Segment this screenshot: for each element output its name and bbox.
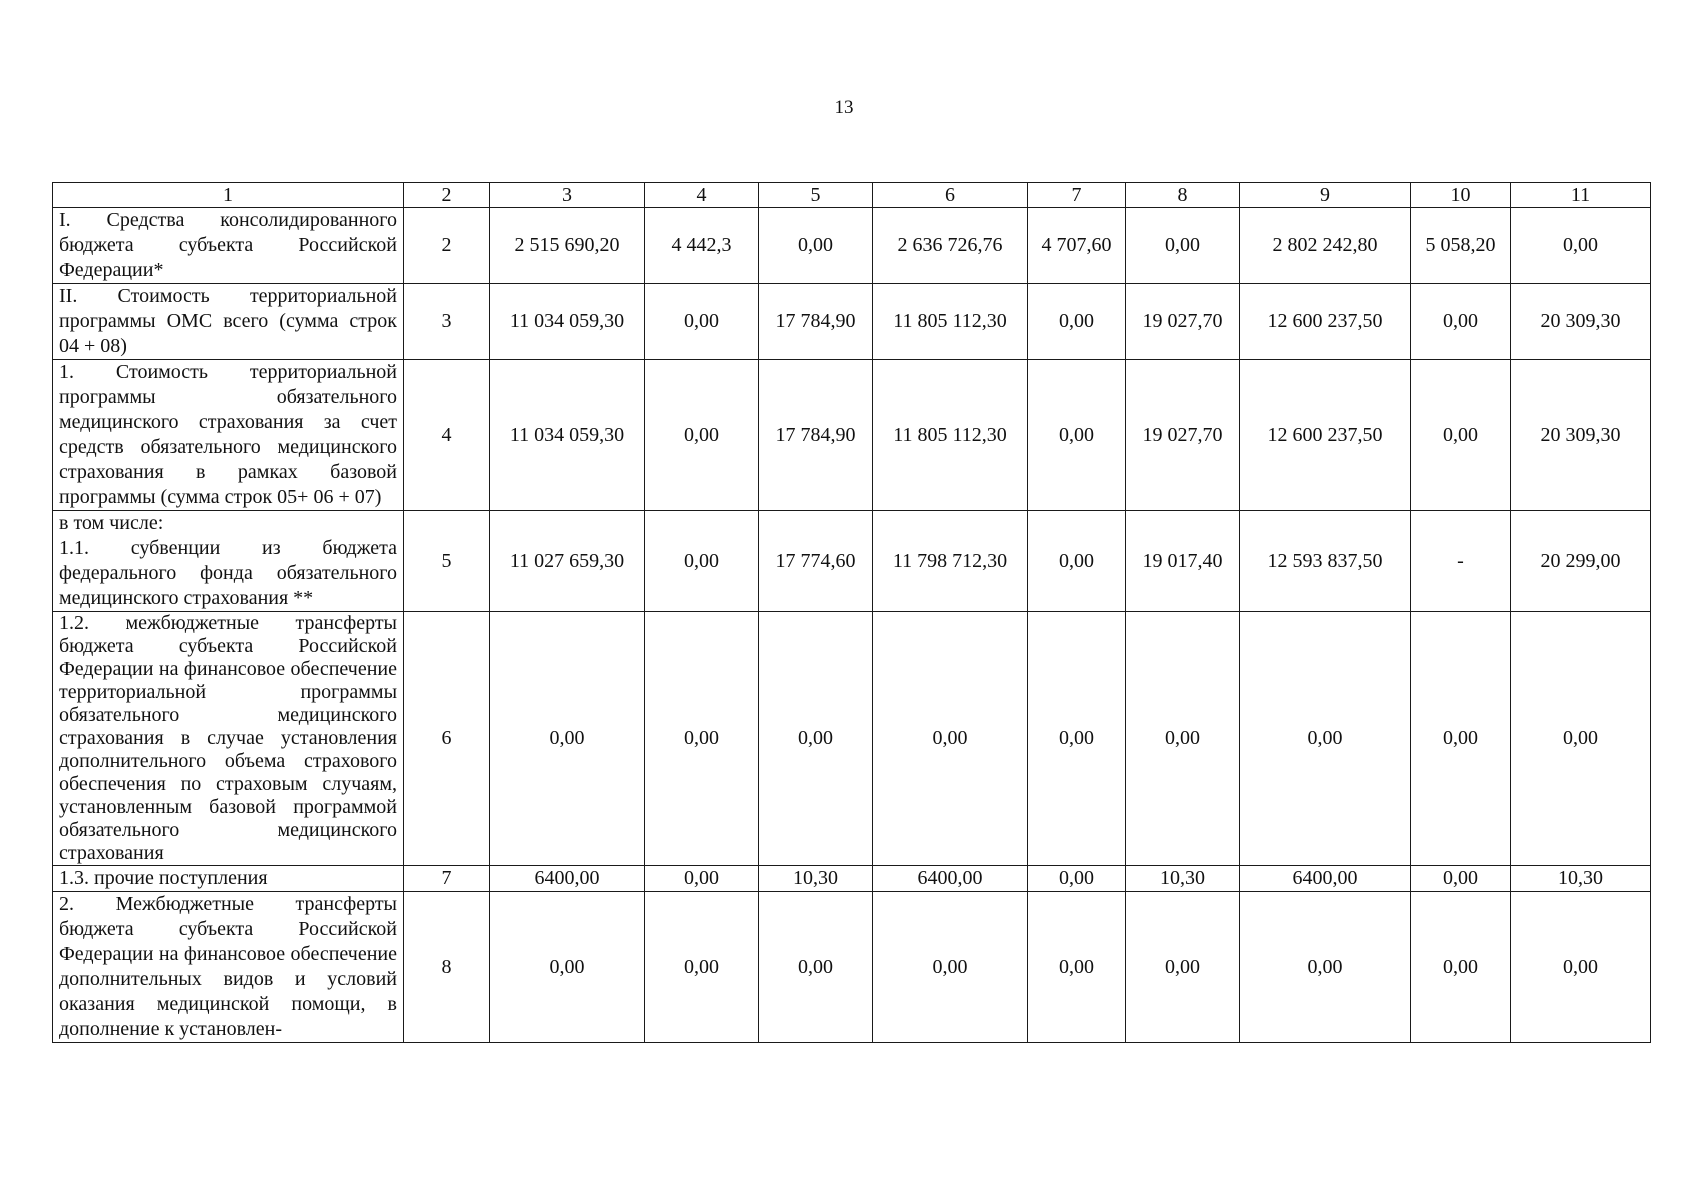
value-cell: 12 600 237,50 [1240, 284, 1411, 360]
column-number-row [53, 183, 1651, 208]
value-cell: 0,00 [490, 612, 645, 866]
value-cell: 4 442,3 [645, 208, 759, 284]
column-number: 3 [490, 183, 645, 208]
value-cell: 5 058,20 [1411, 208, 1511, 284]
value-cell: 17 784,90 [759, 360, 873, 511]
column-number: 8 [1126, 183, 1240, 208]
value-cell: 0,00 [1126, 892, 1240, 1043]
column-number: 10 [1411, 183, 1511, 208]
value-cell: 0,00 [645, 892, 759, 1043]
value-cell: 11 034 059,30 [490, 284, 645, 360]
page-number: 13 [834, 97, 854, 118]
line-number: 8 [404, 892, 490, 1043]
value-cell: 17 774,60 [759, 511, 873, 612]
column-number: 4 [645, 183, 759, 208]
value-cell: 6400,00 [490, 866, 645, 892]
value-cell: 0,00 [1511, 612, 1651, 866]
value-cell: 0,00 [759, 892, 873, 1043]
row-label: 1.3. прочие поступления [53, 866, 404, 892]
line-number: 4 [404, 360, 490, 511]
row-label: II. Стоимость территориальной программы ОМС всего (сумма строк 04 + 08) [53, 284, 404, 360]
row-label: 1.2. межбюджетные трансферты бюджета субъекта Российской Федерации на финансовое обеспечение территориальной программы обязательного медицинского страхования в случае установления дополнительного объема страхового обеспечения по страховым случаям, установленным базовой программой обязательного медицинского страхования [53, 612, 404, 866]
table-row [53, 208, 1651, 284]
column-number: 5 [759, 183, 873, 208]
value-cell: 0,00 [490, 892, 645, 1043]
value-cell: 2 515 690,20 [490, 208, 645, 284]
value-cell: 17 784,90 [759, 284, 873, 360]
value-cell: 6400,00 [873, 866, 1028, 892]
column-number: 7 [1028, 183, 1126, 208]
value-cell: 20 299,00 [1511, 511, 1651, 612]
value-cell: 11 798 712,30 [873, 511, 1028, 612]
value-cell: 11 805 112,30 [873, 284, 1028, 360]
value-cell: 0,00 [1511, 892, 1651, 1043]
value-cell: 0,00 [759, 612, 873, 866]
value-cell: 0,00 [1126, 612, 1240, 866]
value-cell: 0,00 [1028, 360, 1126, 511]
value-cell: 0,00 [1028, 892, 1126, 1043]
value-cell: 19 017,40 [1126, 511, 1240, 612]
value-cell: 0,00 [1028, 612, 1126, 866]
table-row [53, 612, 1651, 866]
row-label: I. Средства консолидированного бюджета субъекта Российской Федерации* [53, 208, 404, 284]
value-cell: 0,00 [1411, 284, 1511, 360]
value-cell: 11 027 659,30 [490, 511, 645, 612]
value-cell: 0,00 [1411, 360, 1511, 511]
value-cell: 10,30 [1126, 866, 1240, 892]
value-cell: 0,00 [1028, 866, 1126, 892]
value-cell: 12 600 237,50 [1240, 360, 1411, 511]
value-cell: 4 707,60 [1028, 208, 1126, 284]
table-row [53, 866, 1651, 892]
value-cell: 11 034 059,30 [490, 360, 645, 511]
value-cell: 0,00 [873, 612, 1028, 866]
value-cell: 0,00 [1126, 208, 1240, 284]
value-cell: 0,00 [645, 612, 759, 866]
column-number: 11 [1511, 183, 1651, 208]
value-cell: 6400,00 [1240, 866, 1411, 892]
table-row [53, 892, 1651, 1043]
row-label: 2. Межбюджетные трансферты бюджета субъекта Российской Федерации на финансовое обеспечение дополнительных видов и условий оказания медицинской помощи, в дополнение к установлен- [53, 892, 404, 1043]
value-cell: 0,00 [1240, 892, 1411, 1043]
value-cell: 20 309,30 [1511, 284, 1651, 360]
value-cell: 0,00 [1511, 208, 1651, 284]
column-number: 2 [404, 183, 490, 208]
row-label: 1. Стоимость территориальной программы обязательного медицинского страхования за счет средств обязательного медицинского страхования в рамках базовой программы (сумма строк 05+ 06 + 07) [53, 360, 404, 511]
value-cell: 2 636 726,76 [873, 208, 1028, 284]
value-cell: 0,00 [645, 866, 759, 892]
column-number: 9 [1240, 183, 1411, 208]
row-label-cell [53, 511, 404, 612]
row-label: 1.1. субвенции из бюджета федерального фонда обязательного медицинского страхования ** [59, 537, 397, 609]
value-cell: 19 027,70 [1126, 360, 1240, 511]
value-cell: 10,30 [1511, 866, 1651, 892]
table-row [53, 360, 1651, 511]
line-number: 7 [404, 866, 490, 892]
line-number: 5 [404, 511, 490, 612]
value-cell: 11 805 112,30 [873, 360, 1028, 511]
column-number: 6 [873, 183, 1028, 208]
table-row [53, 284, 1651, 360]
line-number: 6 [404, 612, 490, 866]
value-cell: 19 027,70 [1126, 284, 1240, 360]
value-cell: 10,30 [759, 866, 873, 892]
value-cell: 0,00 [1028, 511, 1126, 612]
value-cell: 0,00 [1411, 866, 1511, 892]
value-cell: 0,00 [645, 284, 759, 360]
value-cell: 0,00 [873, 892, 1028, 1043]
value-cell: - [1411, 511, 1511, 612]
value-cell: 0,00 [1411, 612, 1511, 866]
value-cell: 0,00 [759, 208, 873, 284]
financing-table [52, 182, 1651, 1043]
row-label-prefix: в том числе: [59, 512, 164, 534]
line-number: 3 [404, 284, 490, 360]
value-cell: 0,00 [645, 511, 759, 612]
table-row [53, 511, 1651, 612]
value-cell: 20 309,30 [1511, 360, 1651, 511]
value-cell: 0,00 [1411, 892, 1511, 1043]
line-number: 2 [404, 208, 490, 284]
value-cell: 2 802 242,80 [1240, 208, 1411, 284]
value-cell: 12 593 837,50 [1240, 511, 1411, 612]
column-number: 1 [53, 183, 404, 208]
value-cell: 0,00 [1028, 284, 1126, 360]
value-cell: 0,00 [1240, 612, 1411, 866]
value-cell: 0,00 [645, 360, 759, 511]
